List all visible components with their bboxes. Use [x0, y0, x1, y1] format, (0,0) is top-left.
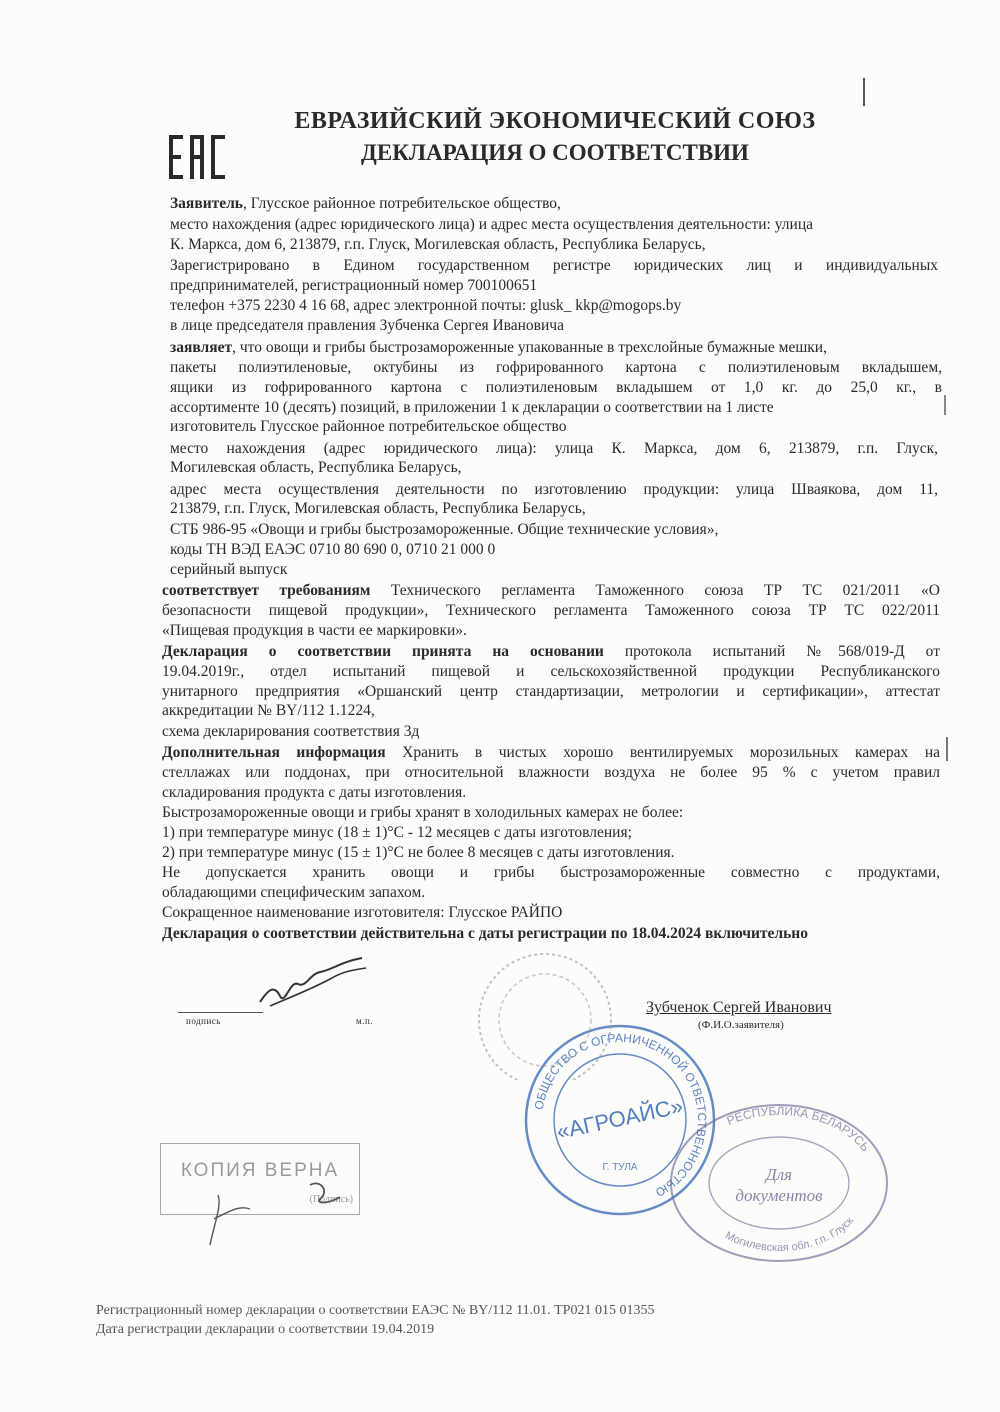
union-title: ЕВРАЗИЙСКИЙ ЭКОНОМИЧЕСКИЙ СОЮЗ — [294, 108, 816, 134]
agroais-stamp-city: Г. ТУЛА — [602, 1162, 638, 1173]
scan-mark — [944, 395, 946, 415]
basis-line-3: унитарного предприятия «Оршанский центр стандартизации, метрологии и сертификации», аттестат — [162, 683, 940, 700]
additional-label: Дополнительная информация — [162, 744, 386, 761]
statement-line-1: заявляет, что овощи и грибы быстрозамороженные упакованные в трехслойные бумажные мешки, — [170, 339, 827, 356]
agroais-stamp-name: «АГРОАЙС» — [554, 1092, 686, 1145]
applicant-represented-by: в лице председателя правления Зубченка Сергея Ивановича — [170, 317, 564, 334]
declaration-scheme: схема декларирования соответствия 3д — [162, 723, 420, 740]
storage-rule-2: 2) при температуре минус (15 ± 1)°С не более 8 месяцев с даты изготовления. — [162, 844, 675, 861]
documents-stamp — [664, 1098, 894, 1268]
storage-rule-1: 1) при температуре минус (18 ± 1)°С - 12 месяцев с даты изготовления; — [162, 824, 632, 841]
standard-line: СТБ 986-95 «Овощи и грибы быстрозамороженные. Общие технические условия», — [170, 521, 719, 538]
applicant-line-3: К. Маркса, дом 6, 213879, г.п. Глуск, Могилевская область, Республика Беларусь, — [170, 236, 706, 253]
additional-line-2: стеллажах или поддонах, при относительной влажности воздуха не более 95 % с учетом правил — [162, 764, 940, 781]
additional-line-1: Дополнительная информация Хранить в чистых хорошо вентилируемых морозильных камерах на — [162, 744, 940, 761]
statement-line-3: ящики из гофрированного картона с полиэтиленовым вкладышем от 1,0 кг. до 25,0 кг., в — [170, 379, 942, 396]
footer-registration-date: Дата регистрации декларации о соответствии 19.04.2019 — [96, 1322, 435, 1337]
handwritten-signature — [240, 950, 380, 1020]
storage-rule-3: Не допускается хранить овощи и грибы быстрозамороженные совместно с продуктами, — [162, 864, 940, 881]
footer-registration-number: Регистрационный номер декларации о соответствии ЕАЭС № BY/112 11.01. ТР021 015 01355 — [96, 1303, 655, 1318]
production-address-1: адрес места осуществления деятельности по изготовлению продукции: улица Шваякова, дом 11, — [170, 481, 938, 498]
basis-label: Декларация о соответствии принята на основании — [162, 643, 604, 660]
short-name: Сокращенное наименование изготовителя: Глусское РАЙПО — [162, 904, 563, 921]
documents-stamp-bottom: Могилевская обл. г.п. Глуск — [723, 1214, 856, 1255]
applicant-line-1 — [170, 193, 561, 214]
statement-line-4: ассортименте 10 (десять) позиций, в приложении 1 к декларации о соответствии на 1 листе — [170, 399, 774, 416]
scan-mark — [863, 78, 865, 106]
storage-rule-4: обладающими специфическим запахом. — [162, 884, 426, 901]
documents-stamp-line-2: документов — [735, 1186, 823, 1205]
statement-label: заявляет — [170, 339, 233, 356]
applicant-label: Заявитель — [170, 195, 244, 212]
documents-stamp-ring: РЕСПУБЛИКА БЕЛАРУСЬ — [724, 1103, 873, 1155]
serial-production: серийный выпуск — [170, 561, 288, 578]
eac-logo — [168, 133, 230, 181]
manufacturer-address-1: место нахождения (адрес юридического лица): улица К. Маркса, дом 6, 213879, г.п. Глуск, — [170, 440, 938, 457]
conformity-label: соответствует требованиям — [162, 582, 371, 599]
tnved-codes: коды ТН ВЭД ЕАЭС 0710 80 690 0, 0710 21 000 0 — [170, 541, 496, 558]
applicant-line-5: предпринимателей, регистрационный номер 700100651 — [170, 277, 538, 294]
additional-line-3: складирования продукта с даты изготовления. — [162, 784, 467, 801]
storage-heading: Быстрозамороженные овощи и грибы хранят в холодильных камерах не более: — [162, 804, 684, 821]
validity-statement: Декларация о соответствии действительна с даты регистрации по 18.04.2024 включительно — [162, 925, 808, 942]
documents-stamp-line-1: Для — [765, 1165, 793, 1184]
copy-correct-sign-label: (Подпись) — [309, 1194, 353, 1205]
copy-correct-signature — [170, 1175, 360, 1255]
sign-line — [178, 1012, 263, 1013]
scan-mark — [946, 737, 948, 761]
basis-line-1: Декларация о соответствии принята на основании протокола испытаний №568/019-Д от — [162, 643, 940, 660]
stamp-place-label: м.п. — [356, 1016, 374, 1026]
conformity-line-1: соответствует требованиям Технического регламента Таможенного союза ТР ТС 021/2011 «О — [162, 582, 940, 599]
applicant-line-4: Зарегистрировано в Едином государственном регистре юридических лиц и индивидуальных — [170, 257, 938, 274]
manufacturer-address-2: Могилевская область, Республика Беларусь, — [170, 459, 462, 476]
applicant-name-signature: Зубченок Сергей Иванович — [646, 999, 832, 1016]
faint-round-stamp — [455, 940, 615, 1080]
applicant-name: , Глусское районное потребительское общество, — [243, 195, 561, 212]
declaration-title: ДЕКЛАРАЦИЯ О СООТВЕТСТВИИ — [361, 140, 749, 165]
manufacturer-line: изготовитель Глусское районное потребительское общество — [170, 418, 567, 435]
conformity-line-2: безопасности пищевой продукции», Технического регламента Таможенного союза ТР ТС 022/2011 — [162, 602, 940, 619]
applicant-contacts: телефон +375 2230 4 16 68, адрес электронной почты: glusk_ kkp@mogops.by — [170, 297, 682, 314]
agroais-ring-text: ОБЩЕСТВО С ОГРАНИЧЕННОЙ ОТВЕТСТВЕННОСТЬЮ — [531, 1030, 710, 1200]
copy-correct-title: КОПИЯ ВЕРНА — [180, 1160, 340, 1181]
basis-line-4: аккредитации № BY/112 1.1224, — [162, 702, 375, 719]
statement-line-2: пакеты полиэтиленовые, октубины из гофрированного картона с полиэтиленовым вкладышем, — [170, 359, 942, 376]
applicant-line-2: место нахождения (адрес юридического лица) и адрес места осуществления деятельности: улица — [170, 216, 813, 233]
sign-label: подпись — [186, 1016, 221, 1026]
applicant-name-caption: (Ф.И.О.заявителя) — [698, 1019, 784, 1031]
basis-line-2: 19.04.2019г., отдел испытаний пищевой и сельскохозяйственной продукции Республиканского — [162, 663, 940, 680]
production-address-2: 213879, г.п. Глуск, Могилевская область, Республика Беларусь, — [170, 500, 586, 517]
conformity-line-3: «Пищевая продукция в части ее маркировки». — [162, 622, 467, 639]
